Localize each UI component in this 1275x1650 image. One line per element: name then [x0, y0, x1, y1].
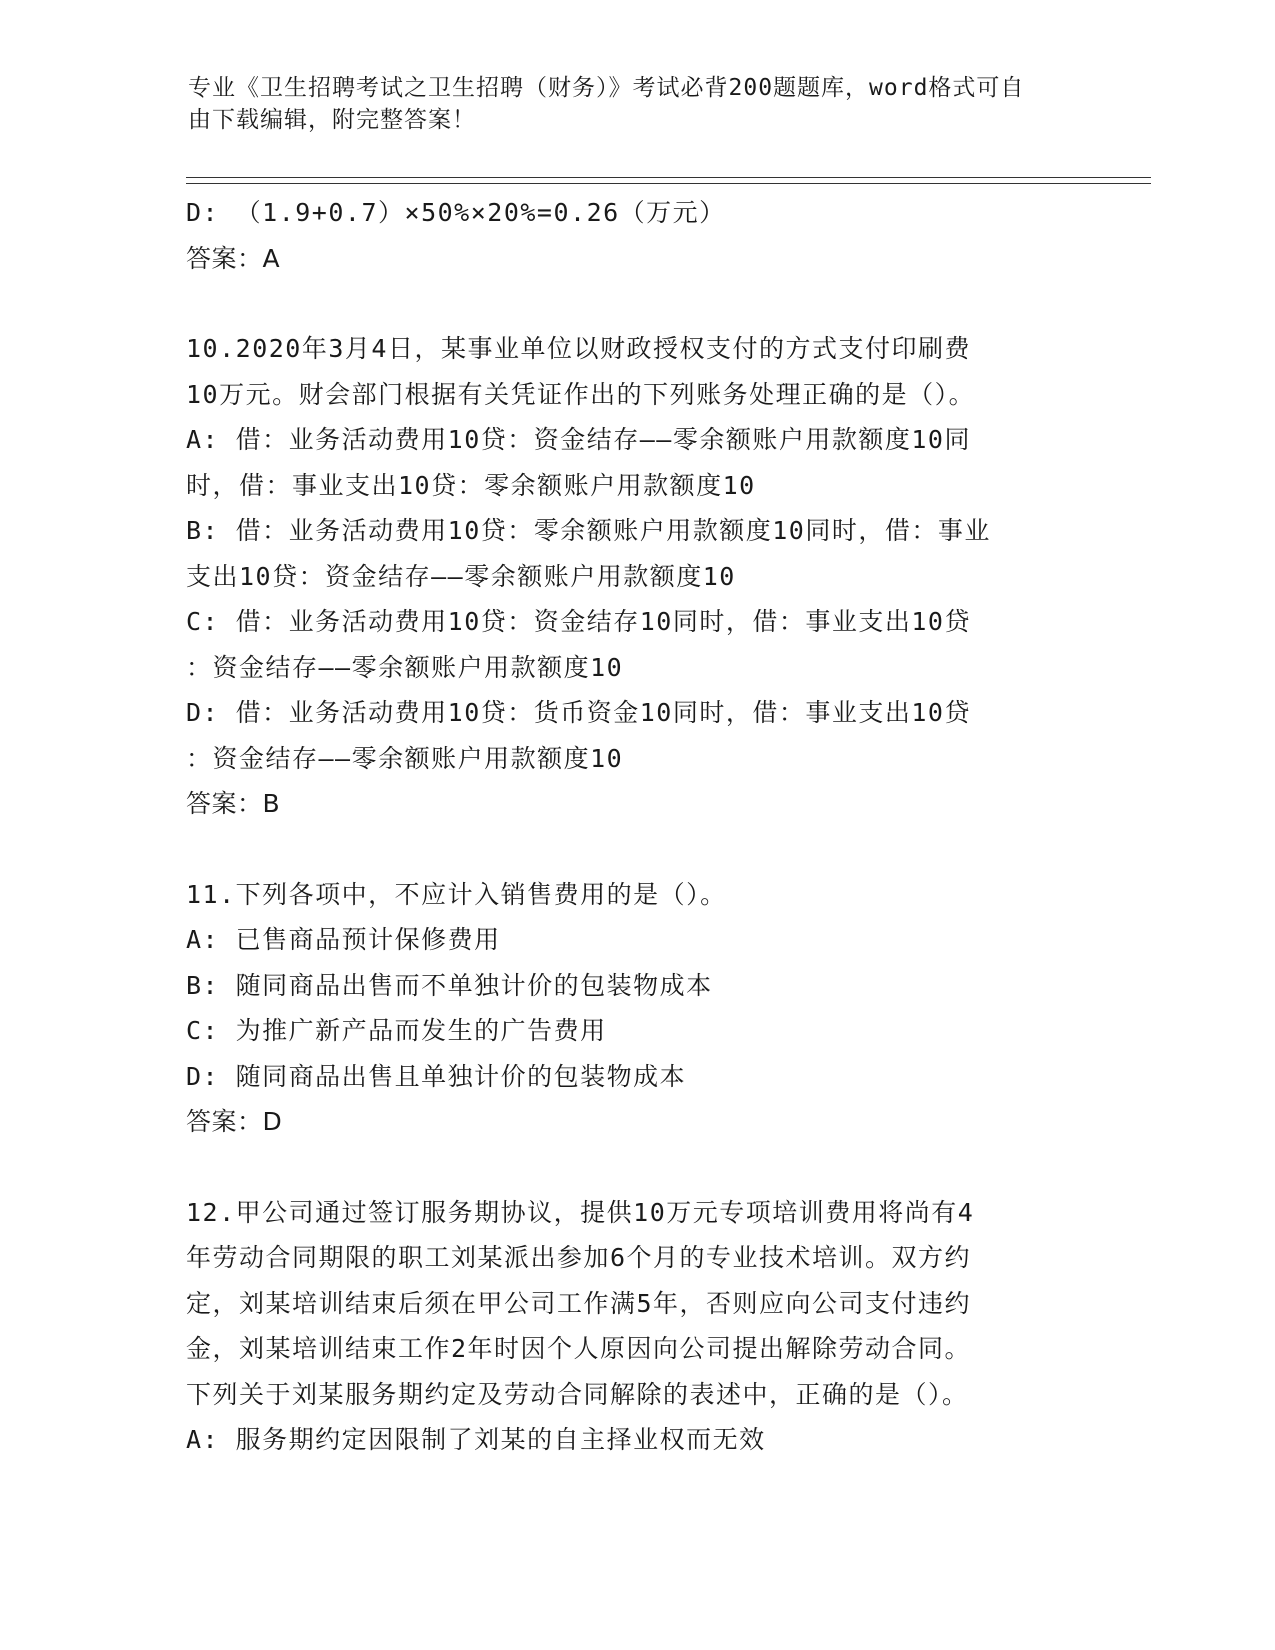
q10-option-b-line-2: 支出10贷：资金结存——零余额账户用款额度10	[186, 561, 736, 591]
q11-option-b: B: 随同商品出售而不单独计价的包装物成本	[186, 970, 713, 1000]
question-9	[186, 190, 1086, 281]
header-line-1: 专业《卫生招聘考试之卫生招聘（财务）》考试必背200题题库，word格式可自	[188, 75, 1025, 101]
q12-option-a: A: 服务期约定因限制了刘某的自主择业权而无效	[186, 1425, 766, 1454]
q10-stem-line-1: 10.2020年3月4日，某事业单位以财政授权支付的方式支付印刷费	[186, 334, 971, 363]
spacer	[186, 827, 1086, 872]
q12-stem-line-2: 年劳动合同期限的职工刘某派出参加6个月的专业技术培训。双方约	[186, 1243, 972, 1272]
question-10	[186, 326, 1086, 827]
question-12	[186, 1190, 1086, 1463]
q11-option-a: A: 已售商品预计保修费用	[186, 925, 501, 954]
q10-option-b-line-1: B: 借：业务活动费用10贷：零余额账户用款额度10同时，借：事业	[186, 516, 991, 545]
header-rule-bottom	[186, 183, 1151, 184]
q12-stem-line-4: 金，刘某培训结束工作2年时因个人原因向公司提出解除劳动合同。	[186, 1334, 972, 1363]
q10-option-d-line-2: ：资金结存——零余额账户用款额度10	[186, 743, 624, 773]
q10-option-a-line-1: A: 借：业务活动费用10贷：资金结存——零余额账户用款额度10同	[186, 425, 971, 454]
q10-option-d-line-1: D: 借：业务活动费用10贷：货币资金10同时，借：事业支出10贷	[186, 698, 971, 727]
q11-stem: 11.下列各项中，不应计入销售费用的是（）。	[186, 879, 727, 909]
header-rule-top	[186, 177, 1151, 178]
q9-answer: 答案：A	[186, 243, 281, 273]
q11-option-c: C: 为推广新产品而发生的广告费用	[186, 1016, 607, 1045]
q10-answer: 答案：B	[186, 789, 281, 818]
q11-option-d: D: 随同商品出售且单独计价的包装物成本	[186, 1061, 687, 1091]
q10-option-c-line-2: ：资金结存——零余额账户用款额度10	[186, 652, 624, 682]
q12-stem-line-3: 定，刘某培训结束后须在甲公司工作满5年，否则应向公司支付违约	[186, 1288, 972, 1318]
q10-option-c-line-1: C: 借：业务活动费用10贷：资金结存10同时，借：事业支出10贷	[186, 607, 971, 636]
q11-answer: 答案：D	[186, 1107, 283, 1136]
q9-option-d: D: （1.9+0.7）×50%×20%=0.26（万元）	[186, 198, 726, 227]
question-11	[186, 872, 1086, 1145]
q10-stem-line-2: 10万元。财会部门根据有关凭证作出的下列账务处理正确的是（）。	[186, 379, 976, 409]
q10-option-a-line-2: 时，借：事业支出10贷：零余额账户用款额度10	[186, 470, 756, 500]
spacer	[186, 281, 1086, 326]
spacer	[186, 1145, 1086, 1190]
header-line-2: 由下载编辑，附完整答案！	[188, 107, 476, 133]
q12-stem-line-5: 下列关于刘某服务期约定及劳动合同解除的表述中，正确的是（）。	[186, 1379, 969, 1409]
page-header	[188, 72, 1068, 136]
document-body	[186, 190, 1086, 1463]
q12-stem-line-1: 12.甲公司通过签订服务期协议，提供10万元专项培训费用将尚有4	[186, 1197, 975, 1227]
